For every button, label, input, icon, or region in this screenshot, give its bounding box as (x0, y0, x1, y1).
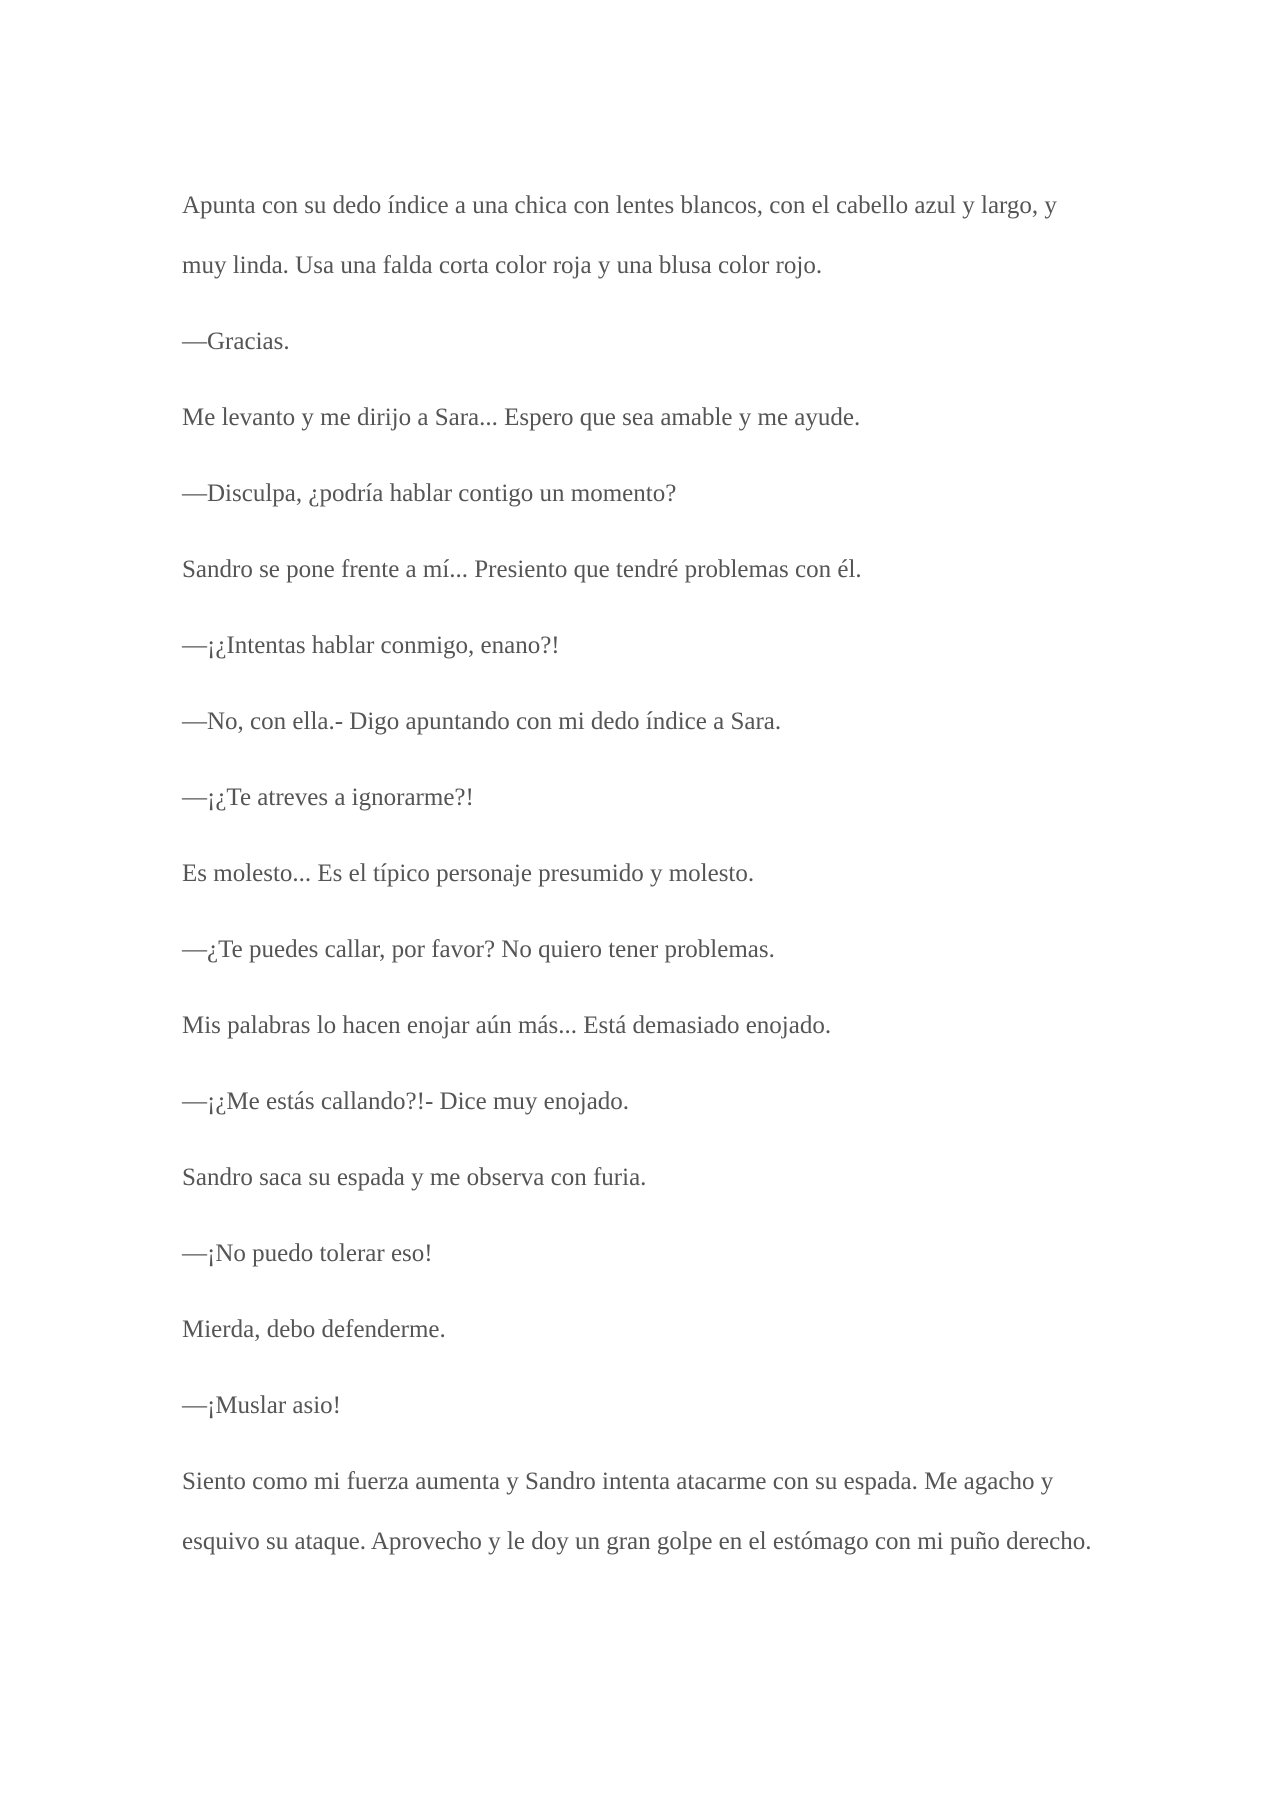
paragraph: —¡No puedo tolerar eso! (182, 1240, 433, 1267)
paragraph: —¡¿Me estás callando?!- Dice muy enojado. (182, 1088, 630, 1115)
paragraph: Me levanto y me dirijo a Sara... Espero que sea amable y me ayude. (182, 404, 861, 431)
paragraph: —¡¿Te atreves a ignorarme?! (182, 784, 474, 811)
paragraph: —¡Muslar asio! (182, 1392, 341, 1419)
paragraph: Apunta con su dedo índice a una chica con lentes blancos, con el cabello azul y largo, y muy linda. Usa una falda corta color roja y una blusa color rojo. (182, 192, 1057, 279)
story-text (182, 176, 1102, 1572)
paragraph: —Gracias. (182, 328, 290, 355)
paragraph: Mis palabras lo hacen enojar aún más... Está demasiado enojado. (182, 1012, 832, 1039)
paragraph: —No, con ella.- Digo apuntando con mi dedo índice a Sara. (182, 708, 782, 735)
paragraph: Sandro se pone frente a mí... Presiento que tendré problemas con él. (182, 556, 862, 583)
paragraph: Sandro saca su espada y me observa con furia. (182, 1164, 647, 1191)
paragraph: Mierda, debo defenderme. (182, 1316, 446, 1343)
paragraph: Siento como mi fuerza aumenta y Sandro intenta atacarme con su espada. Me agacho y esquivo su ataque. Aprovecho y le doy un gran golpe en el estómago con mi puño derecho. (182, 1468, 1092, 1555)
paragraph: —¿Te puedes callar, por favor? No quiero tener problemas. (182, 936, 775, 963)
paragraph: —¡¿Intentas hablar conmigo, enano?! (182, 632, 560, 659)
paragraph: —Disculpa, ¿podría hablar contigo un momento? (182, 480, 677, 507)
paragraph: Es molesto... Es el típico personaje presumido y molesto. (182, 860, 755, 887)
